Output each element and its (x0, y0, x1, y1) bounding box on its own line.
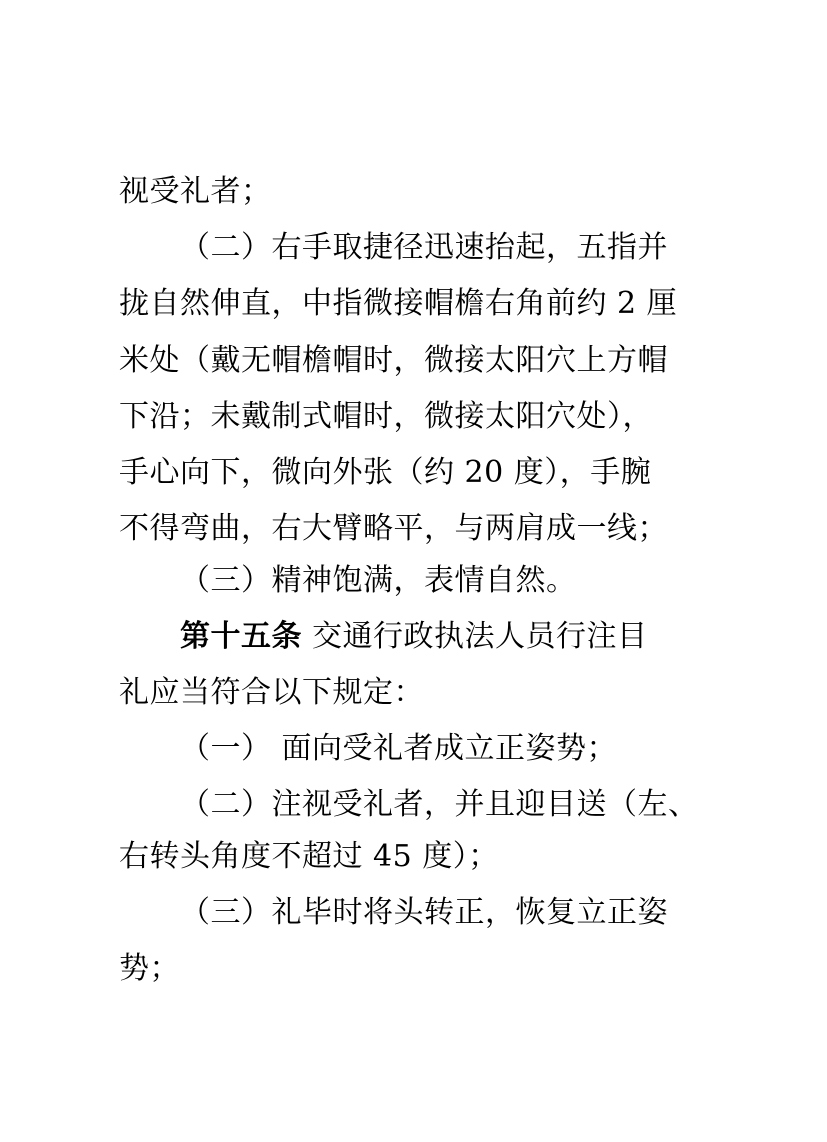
paragraph-line: 米处（戴无帽檐帽时，微接太阳穴上方帽 (119, 343, 668, 378)
paragraph-line: （三）精神饱满，表情自然。 (180, 563, 577, 598)
paragraph-line: （一） 面向受礼者成立正姿势； (180, 731, 618, 766)
paragraph-line: 视受礼者； (119, 174, 272, 209)
paragraph-line: （二）右手取捷径迅速抬起，五指并 (180, 230, 668, 265)
article-heading-line (180, 609, 780, 665)
paragraph-line: 右转头角度不超过 45 度）； (119, 839, 499, 874)
paragraph-line: 手心向下，微向外张（约 20 度），手腕 (119, 455, 652, 490)
paragraph-line: 拢自然伸直，中指微接帽檐右角前约 2 厘 (119, 286, 678, 321)
paragraph-line: 礼应当符合以下规定： (119, 675, 424, 710)
paragraph-line: 下沿；未戴制式帽时，微接太阳穴处）， (119, 399, 653, 434)
article-text: 交通行政执法人员行注目 (302, 619, 648, 654)
paragraph-line: 不得弯曲，右大臂略平，与两肩成一线； (119, 511, 668, 546)
article-label: 第十五条 (180, 619, 302, 654)
paragraph-line: 势； (119, 951, 180, 986)
paragraph-line: （二）注视受礼者，并且迎目送（左、 (180, 787, 699, 822)
paragraph-line: （三）礼毕时将头转正，恢复立正姿 (180, 895, 668, 930)
